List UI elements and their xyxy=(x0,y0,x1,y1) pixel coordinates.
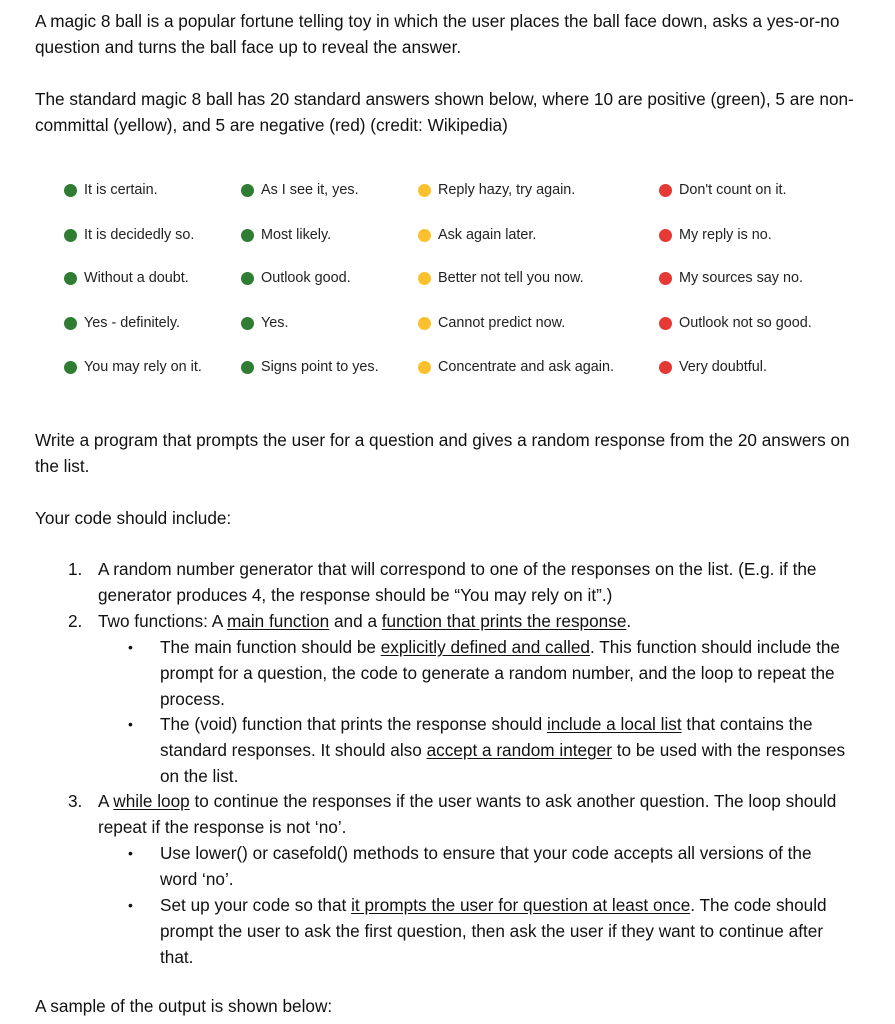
red-dot-icon xyxy=(659,229,672,242)
yellow-dot-icon xyxy=(418,317,431,330)
answer-item: Yes. xyxy=(241,315,288,331)
intro-paragraph: A magic 8 ball is a popular fortune telling toy in which the user places the ball face down, asks a yes-or-no question and turns the ball face up to reveal the answer. xyxy=(35,11,840,57)
green-dot-icon xyxy=(64,229,77,242)
red-dot-icon xyxy=(659,361,672,374)
answer-item: Cannot predict now. xyxy=(418,315,565,331)
answer-item: It is certain. xyxy=(64,182,158,198)
yellow-dot-icon xyxy=(418,272,431,285)
answer-item: My reply is no. xyxy=(659,227,772,243)
answer-item: Outlook not so good. xyxy=(659,315,812,331)
bullet-icon: • xyxy=(128,639,133,655)
red-dot-icon xyxy=(659,184,672,197)
answer-item: Concentrate and ask again. xyxy=(418,359,614,375)
list-subitem: Use lower() or casefold() methods to ensure that your code accepts all versions of the word ‘no’. xyxy=(160,843,812,889)
yellow-dot-icon xyxy=(418,361,431,374)
green-dot-icon xyxy=(64,272,77,285)
answer-item: Signs point to yes. xyxy=(241,359,379,375)
list-number: 1. xyxy=(68,559,83,579)
answers-grid xyxy=(0,0,895,400)
answer-item: Ask again later. xyxy=(418,227,536,243)
bullet-icon: • xyxy=(128,716,133,732)
answer-item: As I see it, yes. xyxy=(241,182,359,198)
red-dot-icon xyxy=(659,317,672,330)
answer-item: Most likely. xyxy=(241,227,331,243)
list-item-1: A random number generator that will correspond to one of the responses on the list. (E.g. if the generator produces 4, the response should be “You may rely on it”.) xyxy=(98,559,817,605)
list-subitem: Set up your code so that it prompts the user for question at least once. The code should prompt the user to ask the first question, then ask the user if they want to continue after that. xyxy=(160,895,827,967)
answer-item: Don't count on it. xyxy=(659,182,787,198)
list-subitem: The main function should be explicitly defined and called. This function should include the prompt for a question, the code to generate a random number, and the loop to repeat the process. xyxy=(160,637,840,709)
answer-item: My sources say no. xyxy=(659,270,803,286)
green-dot-icon xyxy=(241,317,254,330)
answer-item: Outlook good. xyxy=(241,270,351,286)
answer-item: Yes - definitely. xyxy=(64,315,180,331)
answer-item: You may rely on it. xyxy=(64,359,202,375)
answer-item: It is decidedly so. xyxy=(64,227,194,243)
include-heading: Your code should include: xyxy=(35,508,232,528)
green-dot-icon xyxy=(241,229,254,242)
sample-output-caption: A sample of the output is shown below: xyxy=(35,996,333,1016)
green-dot-icon xyxy=(241,272,254,285)
bullet-icon: • xyxy=(128,845,133,861)
green-dot-icon xyxy=(64,361,77,374)
answer-item: Reply hazy, try again. xyxy=(418,182,575,198)
list-item-2: Two functions: A main function and a function that prints the response. xyxy=(98,611,632,631)
answer-item: Very doubtful. xyxy=(659,359,767,375)
list-number: 2. xyxy=(68,611,83,631)
answer-item: Without a doubt. xyxy=(64,270,189,286)
green-dot-icon xyxy=(241,361,254,374)
answer-item: Better not tell you now. xyxy=(418,270,584,286)
green-dot-icon xyxy=(64,184,77,197)
list-subitem: The (void) function that prints the response should include a local list that contains the standard responses. It should also accept a random integer to be used with the responses on the list. xyxy=(160,714,846,786)
green-dot-icon xyxy=(64,317,77,330)
green-dot-icon xyxy=(241,184,254,197)
red-dot-icon xyxy=(659,272,672,285)
standard-answers-paragraph: The standard magic 8 ball has 20 standard answers shown below, where 10 are positive (green), 5 are non-committal (yellow), and 5 are negative (red) (credit: Wikipedia) xyxy=(35,89,854,135)
yellow-dot-icon xyxy=(418,229,431,242)
list-item-3: A while loop to continue the responses if the user wants to ask another question. The loop should repeat if the response is not ‘no’. xyxy=(98,791,837,837)
list-number: 3. xyxy=(68,791,83,811)
bullet-icon: • xyxy=(128,897,133,913)
yellow-dot-icon xyxy=(418,184,431,197)
task-paragraph: Write a program that prompts the user for a question and gives a random response from the 20 answers on the list. xyxy=(35,430,850,476)
